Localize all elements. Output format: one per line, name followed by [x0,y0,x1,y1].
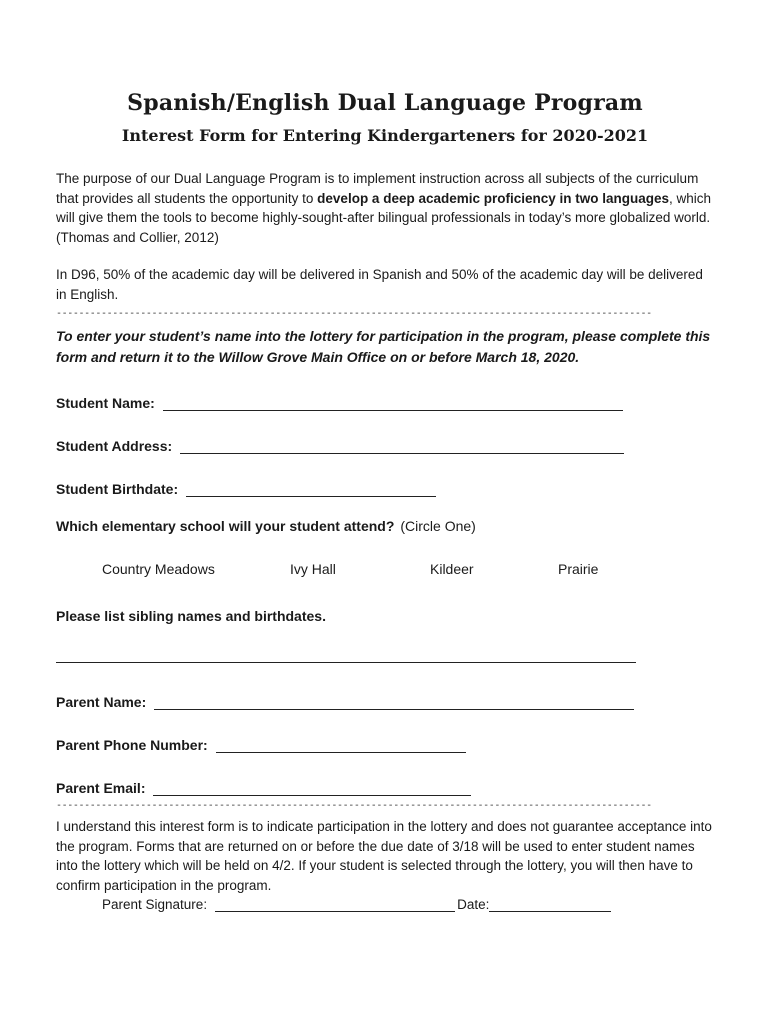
page-title: Spanish/English Dual Language Program [127,90,643,116]
signature-row [102,897,611,912]
parent-phone-line[interactable] [216,736,466,753]
intro-text-1: The purpose of our Dual Language Program is to implement instruction across all subjects of the curriculum that provides all students the opportunity to [56,171,699,206]
parent-email-label: Parent Email: [56,780,146,796]
siblings-label: Please list sibling names and birthdates. [56,608,326,624]
school-question-label: Which elementary school will your student attend? [56,518,395,534]
disclaimer-paragraph: I understand this interest form is to indicate participation in the lottery and does not guarantee acceptance into the program. Forms that are returned on or before the due date of 3/18 will be used to enter student names into the lottery which will be held on 4/2. If your student is selected through the lottery, you will then have to confirm participation in the program. [56,819,712,893]
student-address-line[interactable] [180,437,624,454]
student-name-label: Student Name: [56,395,155,411]
student-birthdate-line[interactable] [186,480,436,497]
school-option-kildeer[interactable]: Kildeer [430,561,474,577]
student-birthdate-label: Student Birthdate: [56,481,179,497]
parent-signature-label: Parent Signature: [102,897,208,912]
parent-name-field[interactable] [56,688,634,710]
parent-name-label: Parent Name: [56,694,147,710]
parent-signature-line[interactable] [215,897,455,912]
page-subtitle: Interest Form for Entering Kindergarteners for 2020-2021 [121,126,649,145]
divider-bottom: ---------------------------------------------------------------------------------------------------------- [56,800,652,811]
student-birthdate-field[interactable] [56,475,436,497]
parent-name-line[interactable] [154,693,634,710]
school-question-hint: (Circle One) [400,518,476,534]
student-address-field[interactable] [56,432,624,454]
date-label: Date: [457,897,490,912]
siblings-line[interactable] [56,662,636,663]
student-name-field[interactable] [56,389,623,411]
student-name-line[interactable] [163,394,623,411]
divider-top: ---------------------------------------------------------------------------------------------------------- [56,308,652,319]
intro-text-2: , which will give them the tools to become highly-sought-after bilingual professionals in today’s more globalized world. (Thomas and Collier, 2012) [56,190,712,245]
student-address-label: Student Address: [56,438,173,454]
siblings-label-row [56,602,326,624]
school-question [56,518,476,534]
schedule-paragraph: In D96, 50% of the academic day will be delivered in Spanish and 50% of the academic day will be delivered in English. [56,267,703,302]
parent-email-line[interactable] [153,779,471,796]
date-line[interactable] [489,897,611,912]
school-option-country-meadows[interactable]: Country Meadows [102,561,215,577]
parent-email-field[interactable] [56,774,471,796]
school-option-prairie[interactable]: Prairie [558,561,599,577]
parent-phone-field[interactable] [56,731,466,753]
parent-phone-label: Parent Phone Number: [56,737,208,753]
instructions: To enter your student’s name into the lottery for participation in the program, please complete this form and return it to the Willow Grove Main Office on or before March 18, 2020. [56,328,711,365]
intro-paragraph [56,169,716,247]
intro-bold-text: develop a deep academic proficiency in two languages [317,190,670,206]
school-option-ivy-hall[interactable]: Ivy Hall [290,561,336,577]
